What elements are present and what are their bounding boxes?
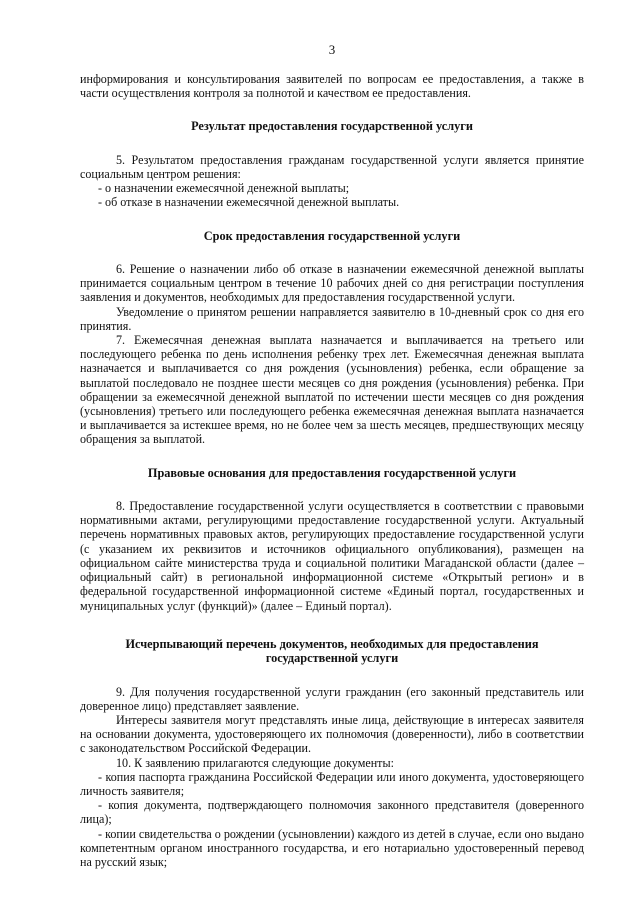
heading-legal: Правовые основания для предоставления государственной услуги	[147, 465, 517, 480]
paragraph-8: 8. Предоставление государственной услуги осуществляется в соответствии с правовыми нормативными актами, регулирующими предоставление государственной услуги. Актуальный перечень нормативных правовых актов, регулирующих предоставление государственной услуги (с указанием их реквизитов и источников официального опубликования), размещен на официальном сайте министерства труда и социальной политики Магаданской области (далее – официальный сайт) в региональной информационной системе «Открытый регион» и в федеральной государственной информационной системе «Единый портал, государственных и муниципальных услуг (функций)» (далее – Единый портал).	[80, 499, 584, 613]
heading-docs: Исчерпывающий перечень документов, необходимых для предоставления государственной услуги	[125, 636, 539, 666]
page-number: 3	[328, 42, 336, 57]
paragraph-6: 6. Решение о назначении либо об отказе в назначении ежемесячной денежной выплаты принимается социальным центром в течение 10 рабочих дней со дня регистрации поступления заявления и документов, необходимых для предоставления государственной услуги.	[80, 262, 584, 305]
heading-term: Срок предоставления государственной услуги	[203, 228, 461, 243]
paragraph-5: 5. Результатом предоставления гражданам государственной услуги является принятие социальным центром решения:	[80, 152, 584, 182]
heading-result: Результат предоставления государственной услуги	[191, 119, 473, 134]
list-item: - об отказе в назначении ежемесячной денежной выплаты.	[98, 195, 400, 210]
list-item: - копия паспорта гражданина Российской Федерации или иного документа, удостоверяющего личность заявителя;	[80, 769, 584, 798]
intro-paragraph: информирования и консультирования заявителей по вопросам ее предоставления, а также в части осуществления контроля за полнотой и качеством ее предоставления.	[80, 72, 584, 101]
paragraph-9b: Интересы заявителя могут представлять иные лица, действующие в интересах заявителя на основании документа, удостоверяющего их полномочия (доверенности), либо в соответствии с законодательством Российской Федерации.	[80, 712, 584, 756]
paragraph-9: 9. Для получения государственной услуги гражданин (его законный представитель или доверенное лицо) представляет заявление.	[80, 684, 584, 713]
list-item: - о назначении ежемесячной денежной выплаты;	[98, 181, 350, 196]
paragraph-10: 10. К заявлению прилагаются следующие документы:	[116, 755, 394, 770]
list-item: - копия документа, подтверждающего полномочия законного представителя (доверенного лица);	[80, 798, 584, 827]
paragraph-7: 7. Ежемесячная денежная выплата назначается и выплачивается на третьего или последующего ребенка по день исполнения ребенку трех лет. Ежемесячная денежная выплата назначается и выплачивается со дня рождения (усыновления) ребенка, если обращение за выплатой последовало не позднее шести месяцев со дня рождения (усыновления) ребенка. При обращении за ежемесячной денежной выплатой по истечении шести месяцев со дня рождения (усыновления) третьего или последующего ребенка ежемесячная денежная выплата назначается и выплачивается за истекшее время, но не более чем за шесть месяцев, предшествующих месяцу обращения за выплатой.	[80, 333, 584, 447]
list-item: - копии свидетельства о рождении (усыновлении) каждого из детей в случае, если оно выдано компетентным органом иностранного государства, и его нотариально удостоверенный перевод на русский язык;	[80, 826, 584, 869]
paragraph-6b: Уведомление о принятом решении направляется заявителю в 10-дневный срок со дня его принятия.	[80, 304, 584, 333]
